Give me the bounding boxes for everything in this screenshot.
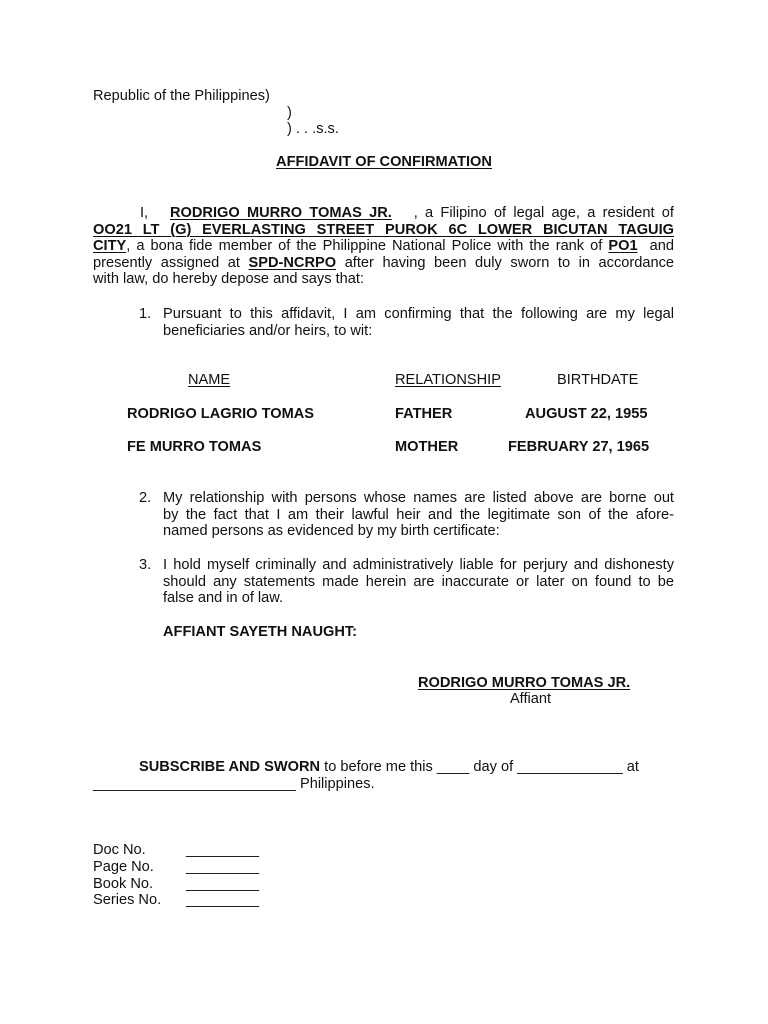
jurat-line-2: _________________________ Philippines. [93,776,375,792]
item-3-number: 3. [139,557,152,573]
venue-line-3: ) . . .s.s. [287,121,339,137]
intro-text-2: , a bona fide member of the Philippine National Police with the rank of [126,238,603,255]
item-3-text [163,557,674,607]
book-no-value: _________ [186,876,260,892]
page-no-label: Page No. [93,859,154,875]
table-row-1-birthdate: AUGUST 22, 1955 [525,406,648,422]
item-2-number: 2. [139,490,152,506]
intro-paragraph [93,205,674,288]
intro-line-1 [93,205,674,222]
assignment: SPD-NCRPO [248,254,337,271]
affiant-name-intro: RODRIGO MURRO TOMAS JR. [169,205,392,221]
doc-no-value: _________ [186,842,260,858]
address-line-2: CITY [93,238,127,255]
venue-line-1: Republic of the Philippines) [93,88,270,104]
item-1-line-2: beneficiaries and/or heirs, to wit: [163,322,373,339]
intro-line-5: with law, do hereby depose and says that: [93,271,364,288]
item-2-text [163,490,674,540]
signature-name: RODRIGO MURRO TOMAS JR. [418,675,631,691]
table-header-birthdate: BIRTHDATE [557,372,639,388]
intro-line-3 [93,238,674,255]
item-2-line-2: by the fact that I am their lawful heir and the legitimate son of the afore- [163,506,674,523]
closing-statement: AFFIANT SAYETH NAUGHT: [163,624,358,640]
item-3-line-1: I hold myself criminally and administratively liable for perjury and dishonesty [163,557,674,573]
item-1-number: 1. [139,306,152,322]
page-no-value: _________ [186,859,260,875]
table-row-1-name: RODRIGO LAGRIO TOMAS [127,406,315,422]
item-3-line-3: false and in of law. [163,590,284,607]
book-no-label: Book No. [93,876,154,892]
signature-label: Affiant [509,691,552,707]
table-row-2-name: FE MURRO TOMAS [127,439,262,455]
item-2-line-3: named persons as evidenced by my birth certificate: [163,523,500,540]
table-row-2-relationship: MOTHER [395,439,459,455]
jurat-line-1 [139,759,639,776]
intro-text-3: and [649,238,675,255]
intro-text-1: , a Filipino of legal age, a resident of [413,205,674,221]
table-header-relationship: RELATIONSHIP [395,372,501,388]
jurat-bold: SUBSCRIBE AND SWORN [139,759,321,775]
series-no-label: Series No. [93,892,162,908]
rank: PO1 [608,238,638,255]
intro-line-4 [93,255,674,272]
venue-line-2: ) [287,105,292,121]
item-2-line-1: My relationship with persons whose names are listed above are borne out [163,490,674,506]
table-row-1-relationship: FATHER [395,406,453,422]
intro-prefix: I, [140,205,149,221]
table-header-name: NAME [188,372,231,388]
item-1-line-1: Pursuant to this affidavit, I am confirming that the following are my legal [163,306,674,322]
item-3-line-2: should any statements made herein are inaccurate or later on found to be [163,573,674,590]
series-no-value: _________ [186,892,260,908]
jurat-text-1: to before me this ____ day of _____________ at [324,759,639,775]
table-row-2-birthdate: FEBRUARY 27, 1965 [508,439,650,455]
address-line-1: OO21 LT (G) EVERLASTING STREET PUROK 6C LOWER BICUTAN TAGUIG [93,221,674,238]
intro-text-5: after having been duly sworn to in accordance [344,254,675,271]
intro-text-4: presently assigned at [93,254,240,271]
item-1-text [163,306,674,339]
document-title: AFFIDAVIT OF CONFIRMATION [276,154,492,170]
doc-no-label: Doc No. [93,842,146,858]
